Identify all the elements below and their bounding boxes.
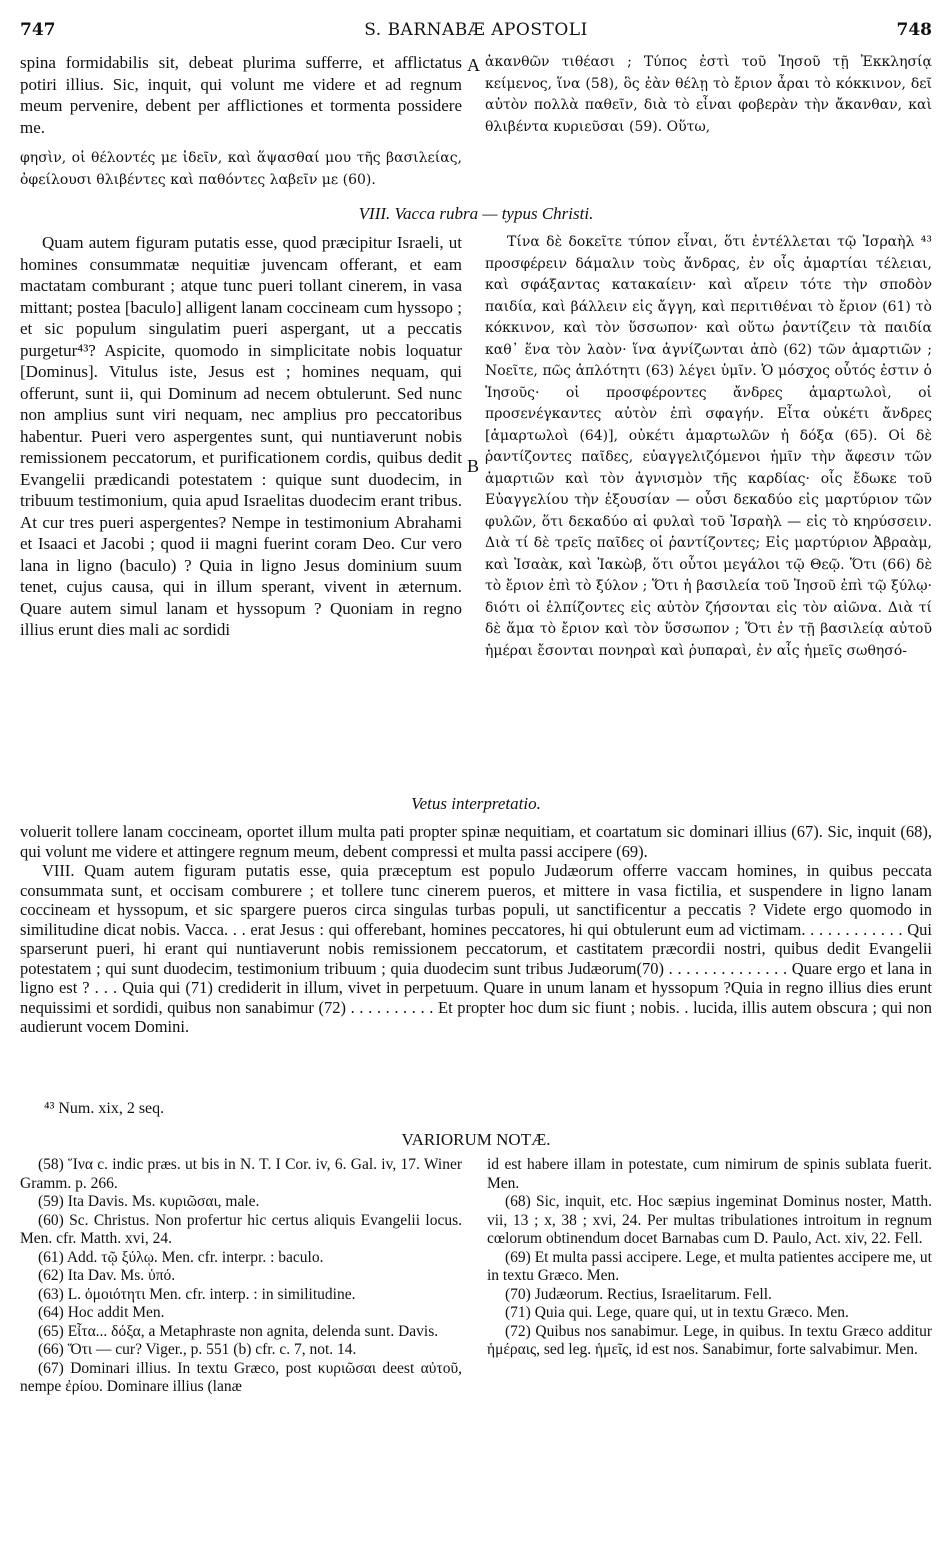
greek-top-left: φησὶν, οἱ θέλοντές με ἰδεῖν, καὶ ἅψασθαί μου τῆς βασιλείας, ὀφείλουσι θλιβέντες καὶ παθόντες λαβεῖν με (60). xyxy=(20,150,462,188)
note-72: (72) Quibus nos sanabimur. Lege, in quibus. In textu Græco additur ἡμέραις, sed leg. ἡμεῖς, id est nos. Sanabimur, forte salvabimur. Men. xyxy=(487,1322,932,1358)
page-number-right: 748 xyxy=(896,20,932,40)
footnote-43: ⁴³ Num. xix, 2 seq. xyxy=(44,1100,165,1117)
running-header xyxy=(20,20,932,46)
note-60: (60) Sc. Christus. Non profertur hic certus aliquis Evangelii locus. Men. cfr. Matth. xvi, 24. xyxy=(20,1211,462,1247)
vetus-heading: Vetus interpretatio. xyxy=(411,794,541,813)
section-heading: VIII. Vacca rubra — typus Christi. xyxy=(358,204,594,223)
note-58: (58) Ἵνα c. indic præs. ut bis in N. T. I Cor. iv, 6. Gal. iv, 17. Winer Gramm. p. 266. xyxy=(20,1156,462,1192)
latin-body: Quam autem figuram putatis esse, quod præcipitur Israeli, ut homines consummatæ nequitiæ juvencam offerant, et eam mactatam comburant ; atque tunc pueri tollant cinerem, in vasa mittant; postea [baculo] alligent lanam coccineam cum hyssopo ; et sic populum singulatim pueri aspergant, ut a peccatis purgetur⁴³? Aspicite, quomodo in simplicitate nobis loquatur [Dominus]. Vitulus iste, Jesus est ; homines nequam, qui offerunt, sunt ii, qui Dominum ad necem obtulerunt. Sed nunc non amplius sunt viri nequam, nec amplius pro peccatoribus habentur. Pueri vero aspergentes sunt, qui nuntiaverunt nobis remissionem peccatorum, et purificationem cordis, quibus dedit Evangelii prædicandi potestatem : quique sunt duodecim, in tribuum testimonium, quia apud Israelitas duodecim erant tribus. At cur tres pueri aspergentes? Nempe in testimonium Abrahami et Isaaci et Jacobi ; quod ii magni fuerint coram Deo. Cur vero lana in ligno (baculo) ? Quia in ligno Jesus dominium suum tenet, cujus causa, qui in illum sperant, vivent in æternum. Quare autem simul lanam et hyssopum ? Quoniam in regno illius erunt dies mali ac sordidi xyxy=(20,233,462,639)
note-69: (69) Et multa passi accipere. Lege, et multa patientes accipere me, ut in textu Græco. Men. xyxy=(487,1248,932,1284)
note-67-continued: id est habere illam in potestate, cum nimirum de spinis sublata fuerit. Men. xyxy=(487,1156,932,1192)
note-67: (67) Dominari illius. In textu Græco, post κυριῶσαι deest αὐτοῦ, nempe ἐρίου. Dominare illius (lanæ xyxy=(20,1359,462,1395)
margin-marker-a: A xyxy=(467,55,480,75)
note-66: (66) Ὅτι — cur? Viger., p. 551 (b) cfr. c. 7, not. 14. xyxy=(38,1341,357,1358)
note-63: (63) L. ὁμοιότητι Men. cfr. interp. : in similitudine. xyxy=(38,1285,356,1303)
greek-body: Τίνα δὲ δοκεῖτε τύπον εἶναι, ὅτι ἐντέλλεται τῷ Ἰσραὴλ ⁴³ προσφέρειν δάμαλιν τοὺς ἄνδρας, ἐν οἷς ἁμαρτίαι τέλειαι, καὶ σφάξαντας κατακαίειν· καὶ αἴρειν τότε τὴν σποδὸν παιδία, καὶ βάλλειν εἰς ἄγγη, καὶ περιτιθέναι τὸ ἔριον (61) τὸ κόκκινον, καὶ τὸν ὕσσωπον· καὶ οὕτω ῥαντίζειν τὰ παιδία καθ᾽ ἕνα τὸν λαὸν· ἵνα ἁγνίζωνται ἀπὸ (62) τῶν ἁμαρτιῶν ; Νοεῖτε, πῶς ἁπλότητι (63) λέγει ὑμῖν. Ὁ μόσχος οὗτός ἐστιν ὁ Ἰησοῦς· οἱ προσφέροντες ἄνδρες ἁμαρτωλοὶ, οἱ προσενέγκαντες αὐτὸν ἐπὶ σφαγήν. Εἶτα οὐκέτι ἄνδρες [ἁμαρτωλοὶ (64)], οὐκέτι ἁμαρτωλῶν ἡ δόξα (65). Οἱ δὲ ῥαντίζοντες παῖδες, εὐαγγελιζόμενοι ἡμῖν τὴν ἄφεσιν τῶν ἁμαρτιῶν καὶ τὸν ἁγνισμὸν τῆς καρδίας· οἷς ἔδωκε τοῦ Εὐαγγελίου τὴν ἐξουσίαν — οὖσι δεκαδύο εἰς μαρτύριον τῶν φυλῶν, ὅτι δεκαδύο αἱ φυλαὶ τοῦ Ἰσραὴλ — εἰς τὸ κηρύσσειν. Διὰ τί δὲ τρεῖς παῖδες οἱ ῥαντίζοντες; Εἰς μαρτύριον Ἀβραὰμ, καὶ Ἰσαὰκ, καὶ Ἰακὼβ, ὅτι οὗτοι μεγάλοι τῷ Θεῷ. Ὅτι (66) δὲ τὸ ἔριον ἐπὶ τὸ ξύλον ; Ὅτι ἡ βασιλεία τοῦ Ἰησοῦ ἐπὶ τῷ ξύλῳ· διότι οἱ ἐλπίζοντες εἰς αὐτὸν ζήσονται εἰς τὸν αἰῶνα. Διὰ τί δὲ ἅμα τὸ ἔριον καὶ τὸν ὕσσωπον ; Ὅτι ἐν τῇ βασιλείᾳ αὐτοῦ ἡμέραι ἔσονται πονηραὶ καὶ ῥυπαραὶ, ἐν αἷς ἡμεῖς σωθησό- xyxy=(485,234,932,659)
running-title: S. BARNABÆ APOSTOLI xyxy=(364,20,588,40)
note-61: (61) Add. τῷ ξύλῳ. Men. cfr. interpr. : baculo. xyxy=(38,1248,324,1266)
notes-left-column xyxy=(20,1156,462,1397)
note-64: (64) Hoc addit Men. xyxy=(38,1304,165,1321)
note-62: (62) Ita Dav. Ms. ὑπό. xyxy=(38,1267,176,1284)
note-59: (59) Ita Davis. Ms. κυριῶσαι, male. xyxy=(38,1193,260,1210)
margin-marker-b: B xyxy=(467,456,480,476)
note-71: (71) Quia qui. Lege, quare qui, ut in textu Græco. Men. xyxy=(505,1304,849,1321)
page-number-left: 747 xyxy=(20,20,56,40)
note-70: (70) Judæorum. Rectius, Israelitarum. Fell. xyxy=(505,1285,772,1303)
greek-top-right: ἀκανθῶν τιθέασι ; Τύπος ἐστὶ τοῦ Ἰησοῦ τῇ Ἐκκλησίᾳ κείμενος, ἵνα (58), ὃς ἐὰν θέλῃ τὸ ἔριον ἆραι τὸ κόκκινον, δεῖ αὐτὸν πολλὰ παθεῖν, διὰ τὸ εἶναι φοβερὰν τὴν ἄκανθαν, καὶ θλιβέντα κυριεῦσαι (59). Οὕτω, xyxy=(485,54,932,135)
note-65: (65) Εἶτα... δόξα, a Metaphraste non agnita, delenda sunt. Davis. xyxy=(38,1322,439,1340)
note-68: (68) Sic, inquit, etc. Hoc sæpius ingeminat Dominus noster, Matth. vii, 13 ; x, 38 ; xvi, 24. Per multas tribulationes introitum in regnum cœlorum obtinendum docet Barnabas cum D. Paulo, Act. xiv, 22. Fell. xyxy=(487,1193,932,1247)
notes-heading: VARIORUM NOTÆ. xyxy=(401,1130,551,1149)
latin-top: spina formidabilis sit, debeat plurima sufferre, et afflictatus potiri illius. Sic, inquit, qui volunt me videre et ad regnum meum pervenire, debent per afflictiones et tormenta possidere me. xyxy=(20,53,462,137)
notes-right-column xyxy=(487,1156,932,1360)
vetus-interpretatio: voluerit tollere lanam coccineam, oportet illum multa pati propter spinæ nequitiam, et coartatum sic dominari illius (67). Sic, inquit (68), qui volunt me videre et attingere regnum meum, debent compressi et multa passi accipere (69). VIII. Quam autem figuram putatis esse, quia præceptum est populo Judæorum offerre vaccam homines, in quibus peccata consummata sunt, et occisam comburere ; et tollere tunc cinerem pueros, et mittere in vasa fictilia, et suspendere in ligno lanam coccineam et hyssopum, et sic spargere pueros circa singulas turbas populi, ut sanctificentur a peccatis ? Videte ergo quomodo in similitudine dicat nobis. Vacca. . . erat Jesus : qui offerebant, homines peccatores, hi qui obtulerunt eum ad victimam. . . . . . . . . . . . Qui sparserunt pueri, hi erant qui nuntiaverunt nobis remissionem peccatorum, et castitatem præcordii nostri, quibus dedit Evangelii potestatem ; qui sunt duodecim, testimonium tribuum ; quia duodecim sunt tribus Judæorum(70) . . . . . . . . . . . . . . Quare ergo et lana in ligno est ? . . . Quia qui (71) crediderit in illum, vivet in perpetuum. Quare in unum lanam et hyssopum ?Quia in regno illius dies erunt nequissimi et sordidi, quibus non sanabimur (72) . . . . . . . . . . Et propter hoc dum sic fiunt ; nobis. . lucida, illis autem obscura ; qui non audierunt vocem Domini. xyxy=(20,822,932,1036)
